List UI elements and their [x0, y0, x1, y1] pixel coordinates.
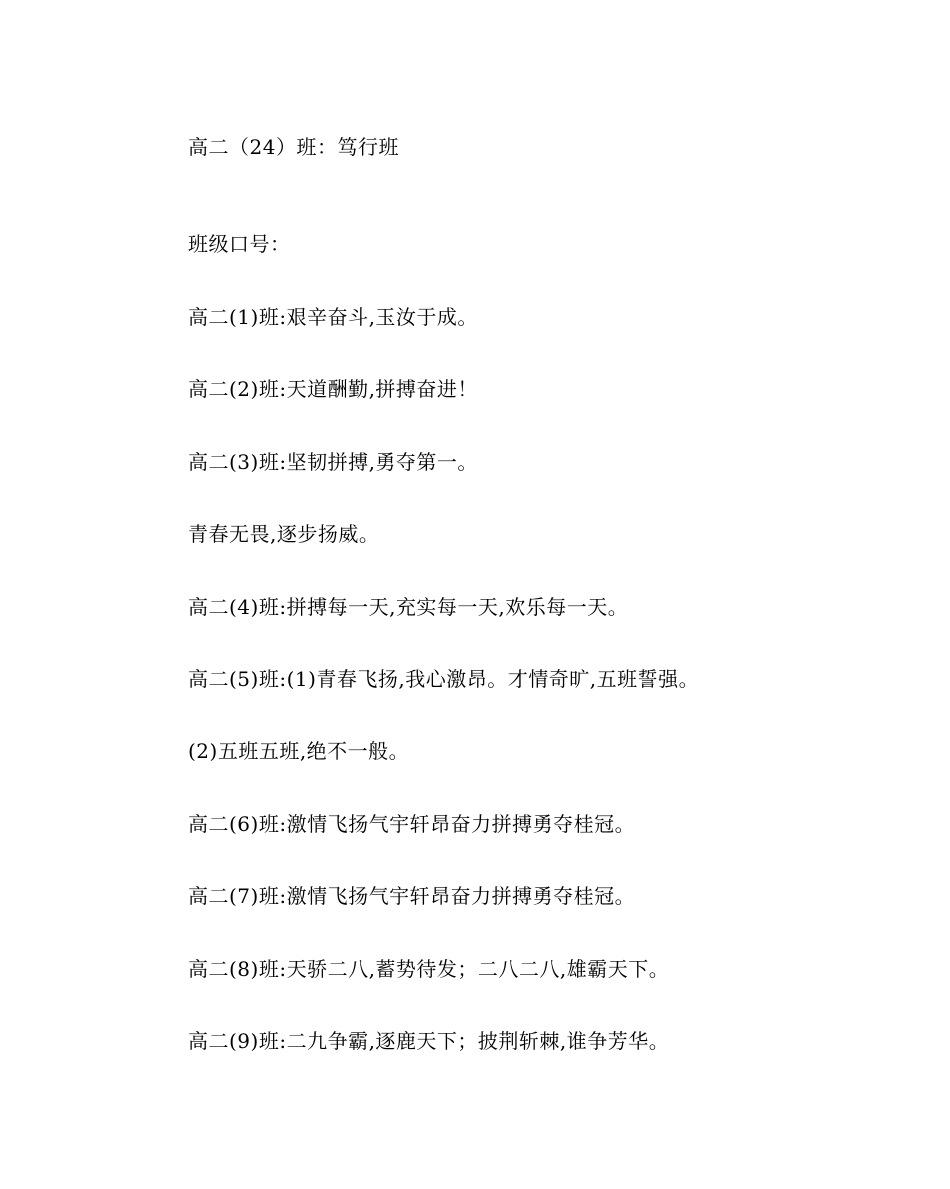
slogan-line: 高二(5)班:(1)青春飞扬,我心激昂。才情奇旷,五班誓强。 — [188, 667, 700, 691]
slogan-line: 高二(2)班:天道酬勤,拼搏奋进！ — [188, 377, 478, 401]
slogan-line: 高二(8)班:天骄二八,蓄势待发；二八二八,雄霸天下。 — [188, 957, 670, 981]
slogan-line: 高二(4)班:拼搏每一天,充实每一天,欢乐每一天。 — [188, 595, 629, 619]
slogan-line: (2)五班五班,绝不一般。 — [188, 739, 410, 763]
slogan-line: 青春无畏,逐步扬威。 — [188, 522, 380, 546]
slogan-line: 高二(6)班:激情飞扬气宇轩昂奋力拼搏勇夺桂冠。 — [188, 812, 636, 836]
section-title: 班级口号： — [188, 232, 291, 256]
class-name-heading: 高二（24）班：笃行班 — [188, 135, 399, 159]
slogan-line: 高二(7)班:激情飞扬气宇轩昂奋力拼搏勇夺桂冠。 — [188, 884, 636, 908]
slogan-line: 高二(1)班:艰辛奋斗,玉汝于成。 — [188, 305, 478, 329]
slogan-line: 高二(3)班:坚韧拼搏,勇夺第一。 — [188, 450, 478, 474]
slogan-line: 高二(9)班:二九争霸,逐鹿天下；披荆斩棘,谁争芳华。 — [188, 1029, 670, 1053]
